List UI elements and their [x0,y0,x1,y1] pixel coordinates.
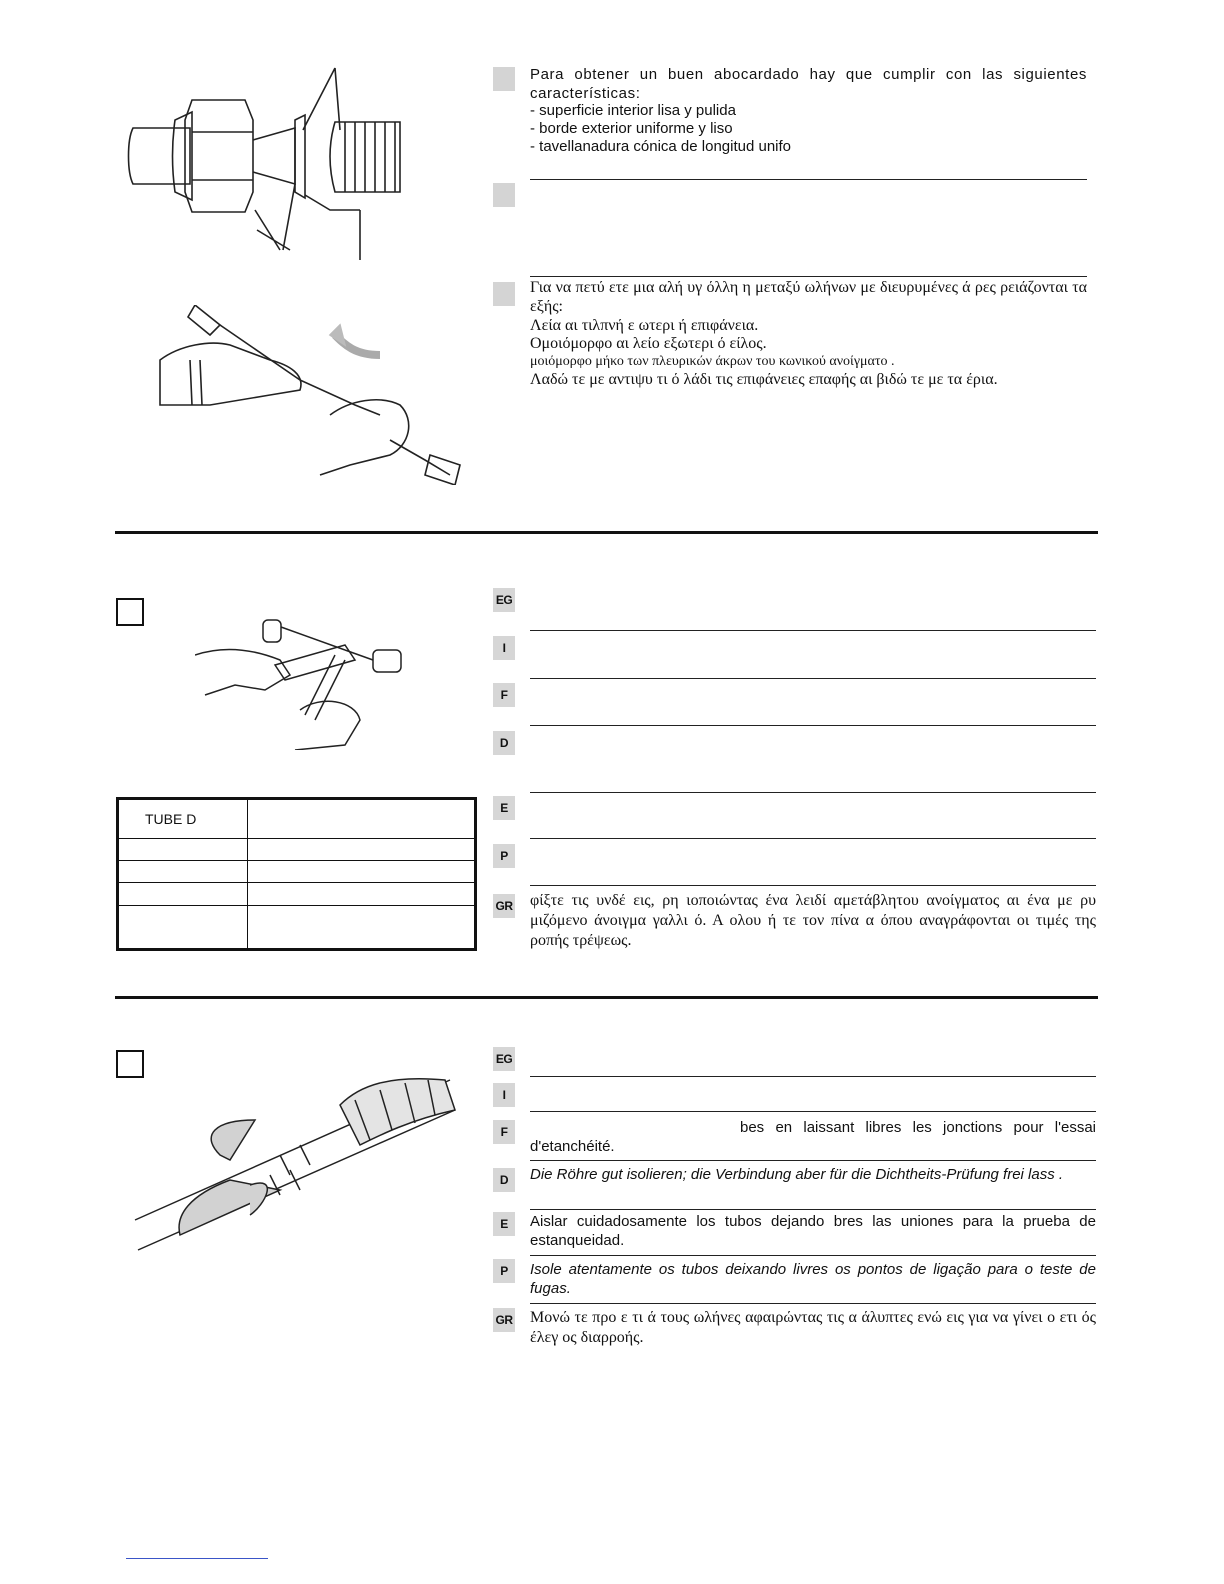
es-item-3: - tavellanadura cónica de longitud unifo [530,138,792,155]
divider [530,1160,1096,1161]
torque-table [116,797,477,951]
pipe-insulation-illustration [130,1065,460,1260]
table-cell [118,905,248,949]
table-cell [248,883,476,905]
p-insulate-text: Isole atentamente os tubos deixando livres os pontos de ligação para o teste de fugas. [530,1261,1096,1297]
divider [530,678,1096,679]
gr-flare-text: Για να πετύ ετε μια αλή υγ όλλη η μεταξύ ωλήνων με διευρυμένες ά ρες ρειάζονται τα εξής: [530,279,1087,315]
divider [530,725,1096,726]
divider [530,1255,1096,1256]
lang-badge-i: I [493,1083,515,1107]
table-header-cell: TUBE D [118,799,248,839]
hands-wrench-illustration [150,305,470,485]
d-insulate-text: Die Röhre gut isolieren; die Verbindung aber für die Dichtheits-Prüfung frei lass . [530,1166,1064,1183]
divider [530,276,1087,277]
divider [530,1209,1096,1210]
divider [530,630,1096,631]
divider [530,179,1087,180]
lang-badge-f: F [493,1120,515,1144]
table-cell [248,839,476,861]
lang-badge-f: F [493,683,515,707]
flare-nut-diagram [125,60,425,260]
lang-marker-es [493,67,515,91]
section-divider [115,996,1098,999]
table-cell [248,905,476,949]
divider [530,1303,1096,1304]
e-insulate-text: Aislar cuidadosamente los tubos dejando bres las uniones para la prueba de estanqueidad. [530,1213,1096,1249]
lang-marker-blank [493,183,515,207]
lang-badge-d: D [493,731,515,755]
divider [530,792,1096,793]
lang-badge-p: P [493,1259,515,1283]
lang-badge-i: I [493,636,515,660]
section-divider [115,531,1098,534]
es-item-2: - borde exterior uniforme y liso [530,120,733,137]
f-insulate-text-a: bes en laissant libres les jonctions pour l'essai [740,1119,1096,1136]
divider [530,885,1096,886]
lang-badge-e: E [493,1212,515,1236]
step-box [116,598,144,626]
gr-tighten-text: φίξτε τις υνδέ εις, ρη ιοποιώντας ένα λειδί αμετάβλητου ανοίγματος αι ένα με ρυ μιζόμενο άνοιγμα γαλλι ό. Α ολου ή τε τον πίνα α όπου αναγράφονται οι τιμές της ροπής τρέψεως. [530,892,1096,949]
lang-badge-eg: EG [493,1047,515,1071]
gr-oil-text: Λαδώ τε με αντιψυ τι ό λάδι τις επιφάνειες επαφής αι βιδώ τε με τα έρια. [530,371,998,388]
gr-item-3: μοιόμορφο μήκο των πλευρικών άκρων του κωνικού ανοίγματο . [530,354,895,369]
lang-badge-eg: EG [493,588,515,612]
lang-badge-gr: GR [493,1308,515,1332]
table-cell [248,799,476,839]
es-flare-text: Para obtener un buen abocardado hay que cumplir con las siguientes características: [530,66,1087,102]
gr-item-2: Ομοιόμορφο αι λείο εξωτερι ό είλος. [530,335,767,352]
table-cell [118,839,248,861]
es-item-1: - superficie interior lisa y pulida [530,102,736,119]
lang-badge-gr: GR [493,894,515,918]
lang-badge-p: P [493,844,515,868]
table-cell [118,883,248,905]
lang-badge-e: E [493,796,515,820]
table-cell [248,861,476,883]
table-cell [118,861,248,883]
lang-marker-gr [493,282,515,306]
divider [530,1076,1096,1077]
gr-item-1: Λεία αι τιλπνή ε ωτερι ή επιφάνεια. [530,317,759,334]
gr-insulate-text: Μονώ τε προ ε τι ά τους ωλήνες αφαιρώντας τις α άλυπτες ενώ εις για να γίνει ο ετι ός έλεγ ος διαρροής. [530,1309,1096,1346]
divider [530,838,1096,839]
footer-link-underline [126,1558,268,1559]
f-insulate-text-b: d'etanchéité. [530,1138,615,1155]
two-wrench-illustration [195,615,410,750]
lang-badge-d: D [493,1168,515,1192]
divider [530,1111,1096,1112]
